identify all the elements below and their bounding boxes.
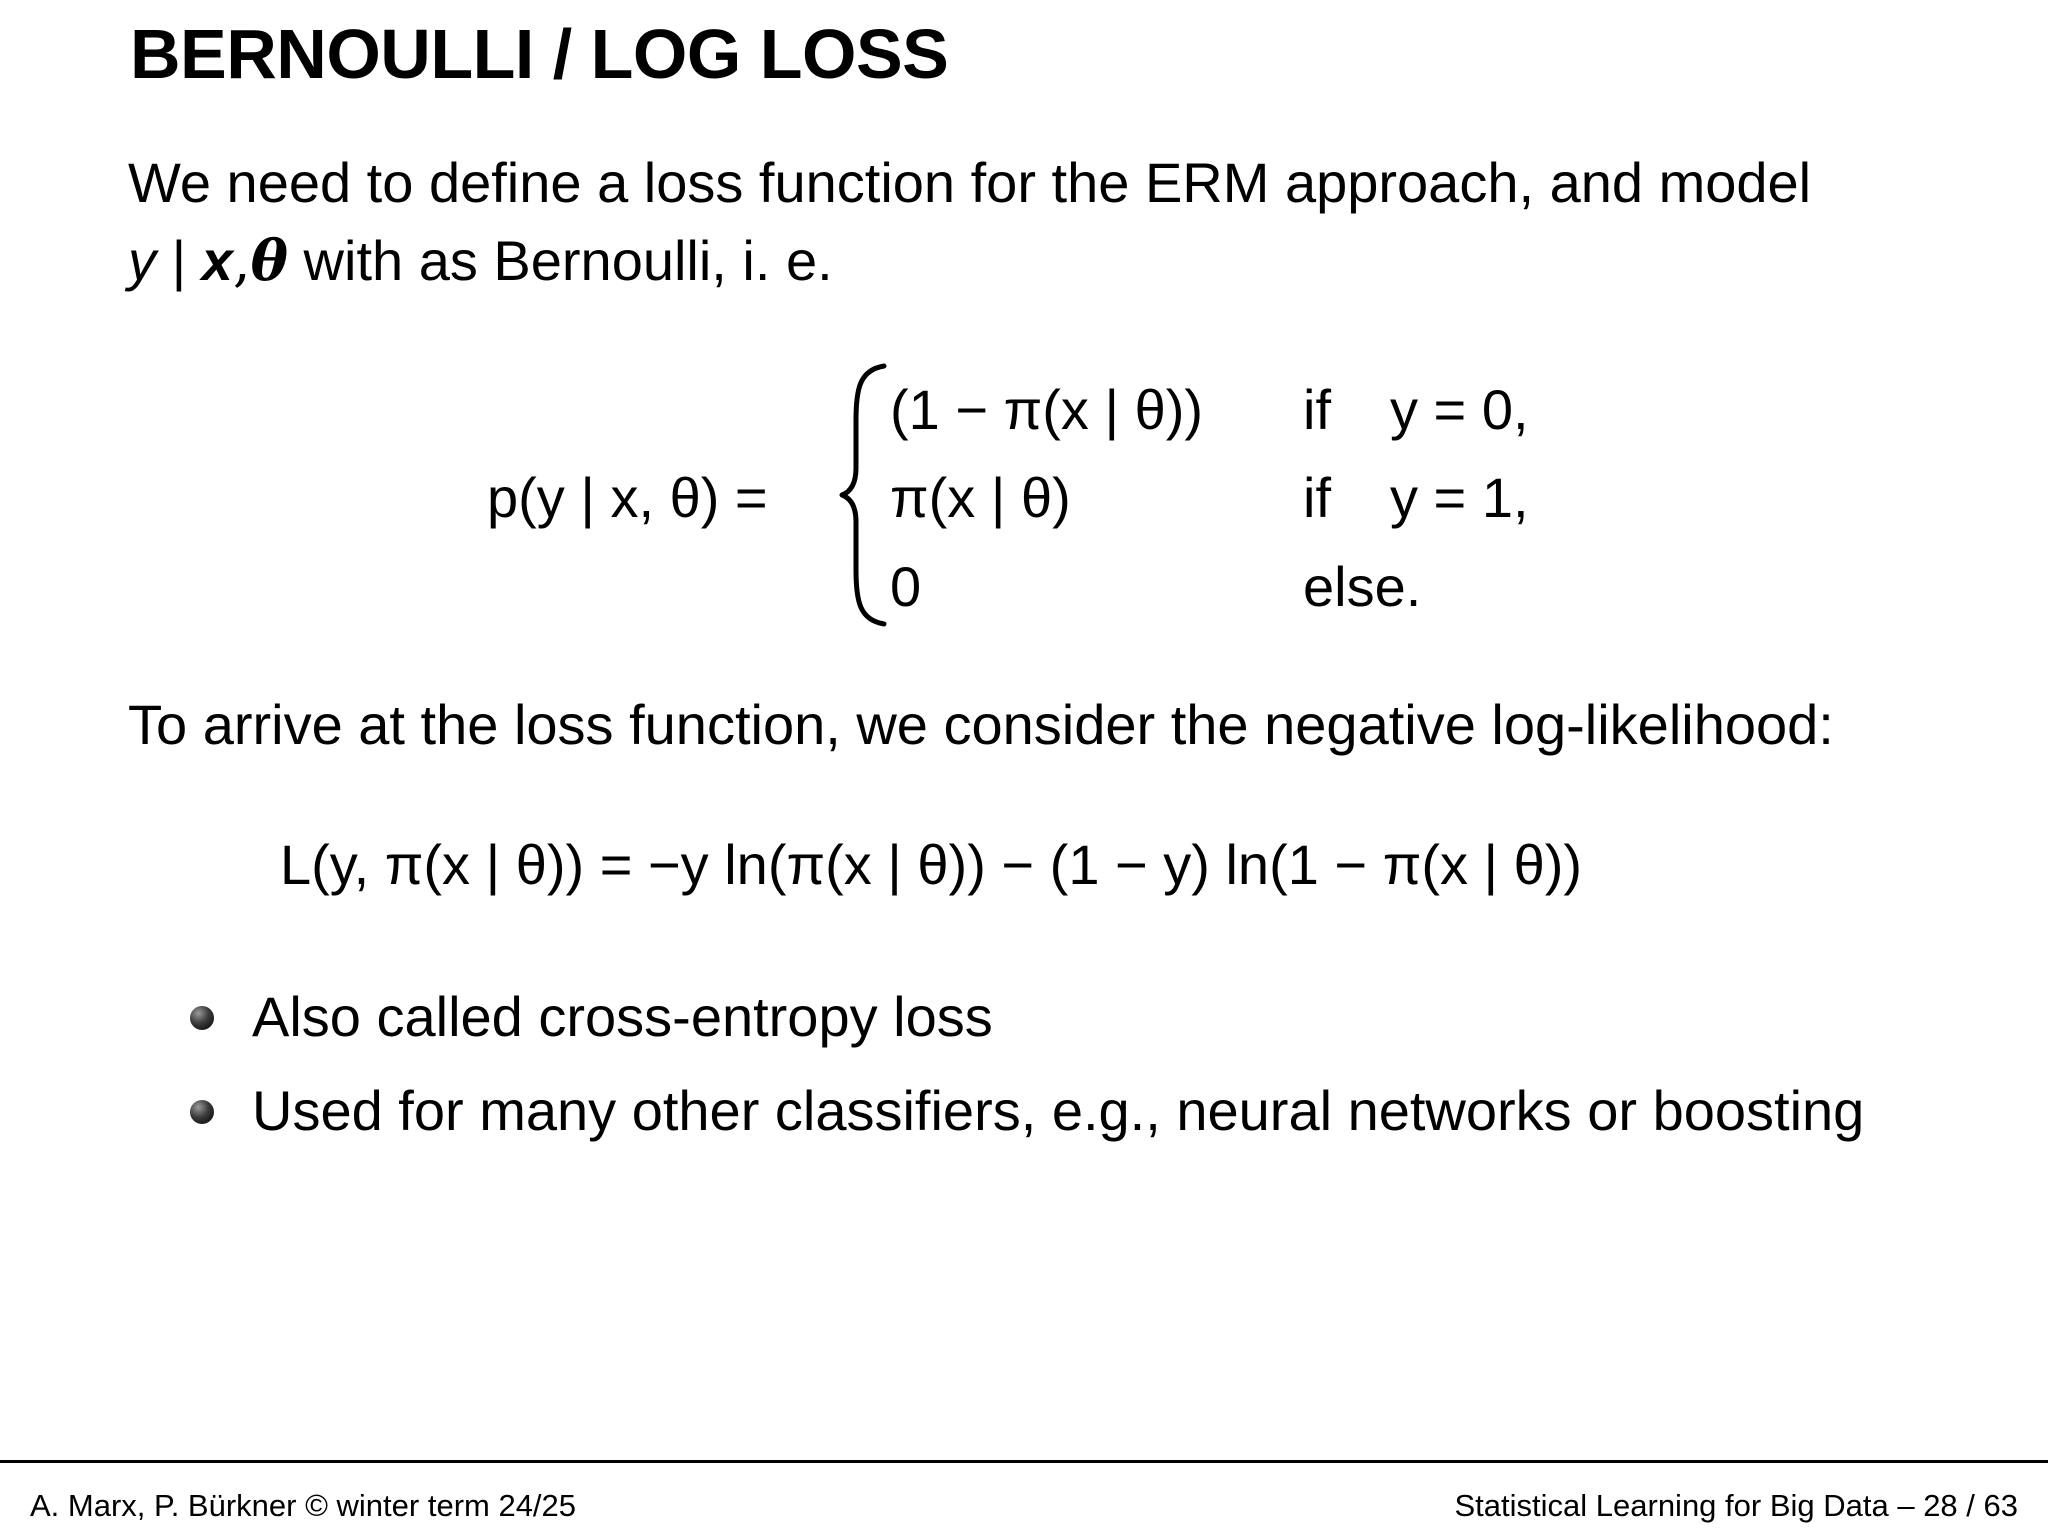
intro-line-2 <box>128 222 1811 301</box>
bullet-icon <box>190 1006 214 1030</box>
bullet-list <box>190 982 1864 1170</box>
var-y: y <box>128 229 156 292</box>
list-item <box>190 1076 1864 1170</box>
lead-text: To arrive at the loss function, we consider the negative log-likelihood: <box>128 693 1834 756</box>
equation-2-log-loss: L(y, π(x | θ)) = −y ln(π(x | θ)) − (1 − y) ln(1 − π(x | θ)) <box>280 833 1583 896</box>
case-2-value: y = 1, <box>1390 466 1529 529</box>
bullet-text: Also called cross-entropy loss <box>252 985 993 1048</box>
case-2-expression: π(x | θ) <box>890 466 1071 529</box>
bullet-icon <box>190 1100 214 1124</box>
slide-title: BERNOULLI / LOG LOSS <box>130 15 949 93</box>
comma: , <box>232 229 251 294</box>
equation-1-lhs: p(y | x, θ) = <box>487 466 768 529</box>
case-3-condition: else. <box>1303 555 1422 618</box>
intro-line-1: We need to define a loss function for the ERM approach, and model <box>128 151 1812 214</box>
var-x: x <box>201 229 233 292</box>
footer-course-page: Statistical Learning for Big Data – 28 / 63 <box>1454 1488 2018 1523</box>
case-2-condition: if <box>1303 466 1331 529</box>
list-item <box>190 982 1864 1076</box>
intro-paragraph <box>128 144 1811 301</box>
case-1-expression: (1 − π(x | θ)) <box>890 378 1204 441</box>
intro-line-2-rest: with as Bernoulli, i. e. <box>288 229 833 292</box>
case-1-condition: if <box>1303 378 1331 441</box>
case-3-expression: 0 <box>890 555 922 618</box>
given-bar: | <box>171 229 187 292</box>
footer-divider <box>0 1460 2048 1463</box>
cases-brace <box>838 360 888 630</box>
case-1-value: y = 0, <box>1390 378 1529 441</box>
footer-authors: A. Marx, P. Bürkner © winter term 24/25 <box>30 1488 577 1523</box>
bullet-text: Used for many other classifiers, e.g., neural networks or boosting <box>252 1079 1865 1142</box>
var-theta: θ <box>250 228 288 294</box>
